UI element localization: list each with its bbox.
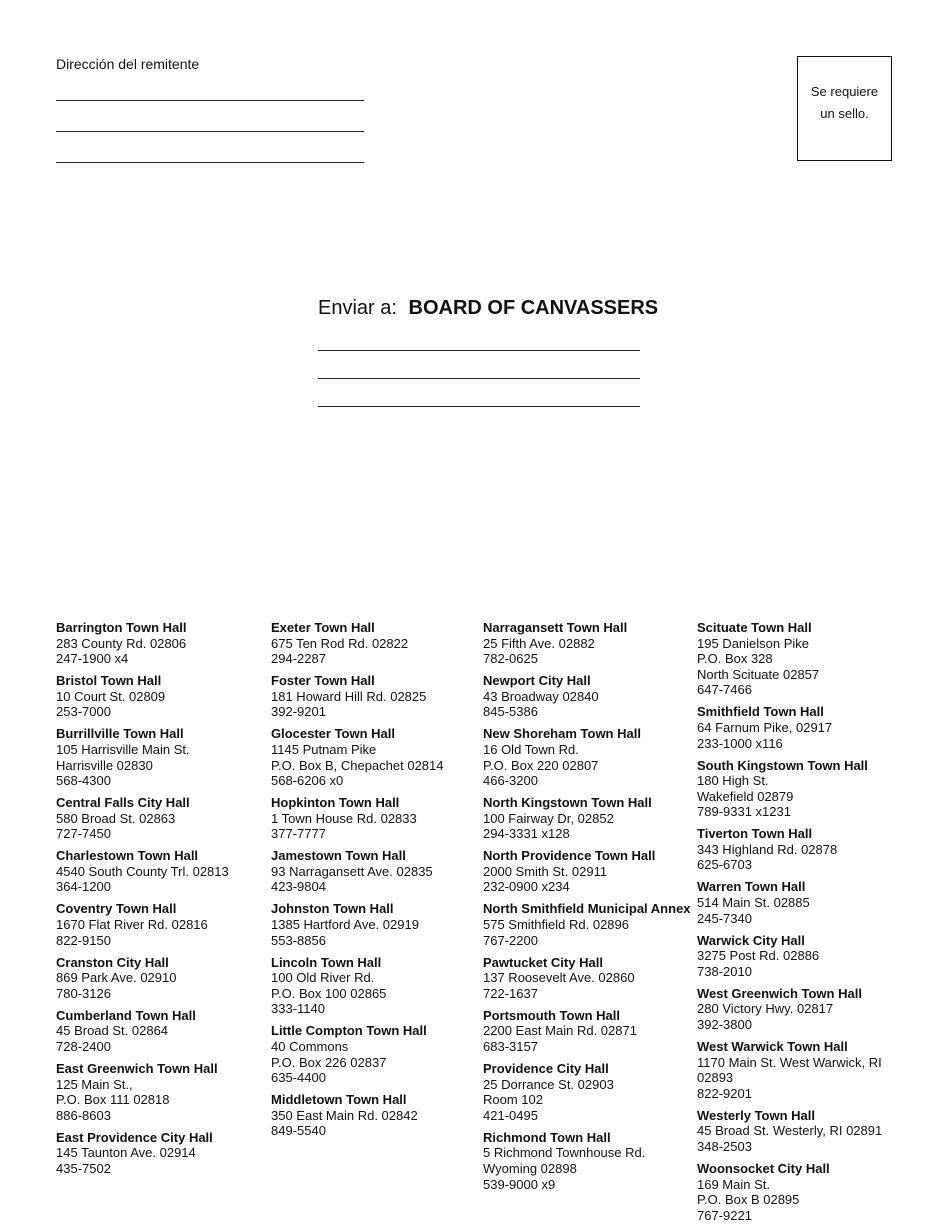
send-to-line-1	[318, 334, 640, 351]
entry-line: 195 Danielson Pike	[697, 635, 810, 651]
entry-line: Wyoming 02898	[483, 1160, 577, 1176]
entry-line: 886-8603	[56, 1107, 111, 1123]
directory-entry	[483, 1008, 691, 1055]
entry-name: Barrington Town Hall	[56, 620, 187, 635]
entry-line: 245-7340	[697, 910, 752, 926]
directory-entry	[271, 848, 477, 895]
entry-name: Jamestown Town Hall	[271, 848, 406, 864]
entry-line: 568-4300	[56, 773, 111, 789]
entry-name: Woonsocket City Hall	[697, 1160, 830, 1176]
entry-line: 822-9150	[56, 932, 111, 948]
return-address-line-2	[56, 114, 364, 132]
directory-entry	[56, 901, 265, 948]
directory-entry	[56, 955, 265, 1002]
entry-name: West Greenwich Town Hall	[697, 985, 862, 1001]
entry-line: 100 Old River Rd.	[271, 970, 375, 986]
entry-line: 64 Farnum Pike, 02917	[697, 719, 833, 735]
entry-line: 789-9331 x1231	[697, 804, 791, 820]
entry-line: 169 Main St.	[697, 1176, 770, 1192]
entry-line: 553-8856	[271, 932, 326, 948]
entry-name: Richmond Town Hall	[483, 1129, 611, 1145]
directory-column-2	[271, 620, 483, 1230]
entry-line: 767-9221	[697, 1207, 752, 1223]
entry-line: P.O. Box 328	[697, 651, 773, 667]
entry-name: Portsmouth Town Hall	[483, 1007, 620, 1023]
directory-entry	[697, 933, 910, 980]
stamp-text-line-1: Se requiere	[810, 84, 879, 99]
entry-line: 5 Richmond Townhouse Rd.	[483, 1145, 646, 1161]
entry-line: 294-3331 x128	[483, 826, 570, 842]
entry-name: Pawtucket City Hall	[483, 954, 603, 970]
entry-line: 105 Harrisville Main St.	[56, 741, 190, 757]
entry-line: 1670 Flat River Rd. 02816	[56, 917, 208, 933]
entry-line: 180 High St.	[697, 773, 769, 789]
directory-entry	[483, 901, 691, 948]
directory-entry	[271, 955, 477, 1017]
directory-entry	[271, 901, 477, 948]
directory-entry	[56, 848, 265, 895]
return-address-block	[56, 56, 366, 176]
entry-line: 145 Taunton Ave. 02914	[56, 1145, 196, 1161]
entry-line: 635-4400	[271, 1070, 326, 1086]
entry-name: Hopkinton Town Hall	[271, 795, 400, 811]
directory-entry	[271, 795, 477, 842]
directory-entry	[271, 726, 477, 788]
entry-line: P.O. Box B, Chepachet 02814	[271, 757, 444, 773]
entry-name: Middletown Town Hall	[271, 1092, 407, 1108]
directory-entry	[271, 1023, 477, 1085]
send-to-heading	[318, 296, 659, 320]
entry-line: 233-1000 x116	[697, 735, 783, 751]
entry-line: 849-5540	[271, 1123, 326, 1139]
entry-line: 392-3800	[697, 1017, 752, 1032]
directory-column-1	[56, 620, 271, 1230]
directory-entry	[56, 1061, 265, 1123]
entry-line: 580 Broad St. 02863	[56, 810, 176, 826]
return-address-line-3	[56, 145, 364, 163]
entry-name: Cumberland Town Hall	[56, 1007, 196, 1023]
entry-line: 377-7777	[271, 826, 326, 842]
entry-line: 1 Town House Rd. 02833	[271, 810, 417, 826]
directory-entry	[483, 673, 691, 720]
directory-entry	[483, 1130, 691, 1192]
entry-name: South Kingstown Town Hall	[697, 757, 868, 773]
entry-line: 247-1900 x4	[56, 651, 129, 667]
entry-line: 25 Fifth Ave. 02882	[483, 635, 595, 651]
entry-line: 125 Main St.,	[56, 1076, 133, 1092]
entry-name: Exeter Town Hall	[271, 620, 375, 635]
directory-entry	[483, 726, 691, 788]
entry-line: 722-1637	[483, 985, 538, 1001]
directory-entry	[56, 1130, 265, 1177]
entry-line: 45 Broad St. Westerly, RI 02891	[697, 1123, 883, 1139]
entry-line: 767-2200	[483, 932, 538, 948]
entry-line: 2200 East Main Rd. 02871	[483, 1023, 637, 1039]
send-to-recipient: BOARD OF CANVASSERS	[408, 297, 659, 319]
entry-name: Charlestown Town Hall	[56, 848, 199, 864]
send-to-address-lines	[318, 334, 648, 407]
entry-name: Burrillville Town Hall	[56, 726, 184, 742]
directory-entry	[483, 795, 691, 842]
directory-entry	[271, 673, 477, 720]
directory-entry	[697, 879, 910, 926]
entry-name: North Smithfield Municipal Annex	[483, 901, 691, 917]
directory-entry	[697, 826, 910, 873]
entry-name: Smithfield Town Hall	[697, 704, 824, 720]
entry-line: 575 Smithfield Rd. 02896	[483, 917, 629, 933]
entry-line: 539-9000 x9	[483, 1176, 556, 1192]
entry-name: Narragansett Town Hall	[483, 620, 628, 635]
directory-entry	[483, 848, 691, 895]
entry-line: 350 East Main Rd. 02842	[271, 1107, 418, 1123]
entry-name: Providence City Hall	[483, 1060, 609, 1076]
directory-entry	[271, 620, 477, 667]
entry-line: 1385 Hartford Ave. 02919	[271, 917, 419, 933]
entry-line: 423-9804	[271, 879, 326, 895]
entry-line: 683-3157	[483, 1038, 538, 1054]
entry-line: 647-7466	[697, 682, 752, 698]
entry-name: Cranston City Hall	[56, 954, 169, 970]
entry-line: 333-1140	[271, 1001, 325, 1017]
entry-name: Central Falls City Hall	[56, 795, 190, 811]
entry-line: P.O. Box 111 02818	[56, 1092, 170, 1108]
entry-line: North Scituate 02857	[697, 666, 820, 682]
entry-name: Warren Town Hall	[697, 879, 806, 895]
entry-line: 45 Broad St. 02864	[56, 1023, 169, 1039]
directory-entry	[483, 1061, 691, 1123]
entry-name: Glocester Town Hall	[271, 726, 396, 742]
entry-line: 16 Old Town Rd.	[483, 741, 579, 757]
directory-entry	[271, 1092, 477, 1139]
entry-line: P.O. Box B 02895	[697, 1192, 800, 1208]
directory-entry	[56, 726, 265, 788]
directory-entry	[697, 620, 910, 698]
entry-line: 10 Court St. 02809	[56, 688, 166, 704]
entry-name: Coventry Town Hall	[56, 901, 177, 917]
entry-name: Bristol Town Hall	[56, 673, 162, 689]
entry-name: West Warwick Town Hall	[697, 1038, 848, 1054]
directory-column-3	[483, 620, 697, 1230]
entry-name: East Providence City Hall	[56, 1129, 213, 1145]
entry-line: 845-5386	[483, 704, 538, 720]
entry-line: 343 Highland Rd. 02878	[697, 841, 838, 857]
entry-line: 25 Dorrance St. 02903	[483, 1076, 614, 1092]
directory-entry	[697, 704, 910, 751]
entry-name: North Providence Town Hall	[483, 848, 656, 864]
entry-name: New Shoreham Town Hall	[483, 726, 641, 742]
entry-line: 232-0900 x234	[483, 879, 570, 895]
stamp-text-line-2: un sello.	[820, 106, 869, 121]
entry-line: P.O. Box 100 02865	[271, 985, 387, 1001]
directory-entry	[56, 673, 265, 720]
entry-line: 280 Victory Hwy. 02817	[697, 1001, 834, 1017]
entry-line: 514 Main St. 02885	[697, 895, 810, 911]
directory-entry	[697, 1161, 910, 1223]
entry-line: 869 Park Ave. 02910	[56, 970, 177, 986]
stamp-box	[797, 56, 892, 161]
town-hall-directory	[56, 620, 916, 1230]
entry-line: P.O. Box 226 02837	[271, 1054, 387, 1070]
entry-line: 466-3200	[483, 773, 538, 789]
entry-line: 2000 Smith St. 02911	[483, 863, 608, 879]
entry-line: Room 102	[483, 1092, 543, 1108]
entry-line: 1145 Putnam Pike	[271, 741, 377, 757]
send-to-line-3	[318, 390, 640, 407]
entry-name: Westerly Town Hall	[697, 1107, 815, 1123]
entry-line: 780-3126	[56, 985, 111, 1001]
entry-name: Warwick City Hall	[697, 932, 805, 948]
entry-name: East Greenwich Town Hall	[56, 1060, 218, 1076]
entry-line: 392-9201	[271, 704, 326, 720]
entry-name: Foster Town Hall	[271, 673, 375, 689]
send-to-line-2	[318, 362, 640, 379]
entry-name: Scituate Town Hall	[697, 620, 812, 635]
entry-line: 728-2400	[56, 1038, 111, 1054]
entry-name: Johnston Town Hall	[271, 901, 394, 917]
entry-line: 364-1200	[56, 879, 111, 895]
entry-line: 137 Roosevelt Ave. 02860	[483, 970, 635, 986]
entry-line: 43 Broadway 02840	[483, 688, 599, 704]
directory-entry	[56, 1008, 265, 1055]
entry-line: Wakefield 02879	[697, 788, 794, 804]
directory-entry	[697, 1039, 910, 1101]
directory-entry	[483, 620, 691, 667]
send-to-prefix: Enviar a:	[318, 297, 397, 319]
entry-line: 727-7450	[56, 826, 111, 842]
entry-line: P.O. Box 220 02807	[483, 757, 599, 773]
entry-line: 253-7000	[56, 704, 111, 720]
entry-line: 100 Fairway Dr, 02852	[483, 810, 614, 826]
entry-line: 348-2503	[697, 1138, 752, 1154]
directory-column-4	[697, 620, 916, 1230]
entry-name: Lincoln Town Hall	[271, 954, 382, 970]
entry-line: 1170 Main St. West Warwick, RI 02893	[697, 1054, 882, 1086]
return-address-label: Dirección del remitente	[56, 56, 200, 72]
entry-line: 40 Commons	[271, 1038, 349, 1054]
entry-name: Newport City Hall	[483, 673, 591, 689]
directory-entry	[483, 955, 691, 1002]
entry-line: 4540 South County Trl. 02813	[56, 863, 229, 879]
entry-line: 782-0625	[483, 651, 538, 667]
directory-entry	[697, 758, 910, 820]
entry-line: 675 Ten Rod Rd. 02822	[271, 635, 409, 651]
return-address-line-1	[56, 83, 364, 101]
entry-line: 283 County Rd. 02806	[56, 635, 187, 651]
entry-line: 435-7502	[56, 1160, 111, 1176]
send-to-block	[318, 296, 659, 418]
entry-name: Little Compton Town Hall	[271, 1023, 427, 1039]
entry-line: 822-9201	[697, 1085, 752, 1101]
entry-line: 93 Narragansett Ave. 02835	[271, 863, 433, 879]
directory-entry	[697, 1108, 910, 1155]
entry-line: 421-0495	[483, 1107, 538, 1123]
entry-line: 738-2010	[697, 963, 752, 979]
directory-entry	[56, 795, 265, 842]
entry-line: 294-2287	[271, 651, 326, 667]
directory-entry	[697, 986, 910, 1033]
entry-line: 625-6703	[697, 857, 752, 873]
entry-line: 3275 Post Rd. 02886	[697, 948, 820, 964]
entry-line: 568-6206 x0	[271, 773, 344, 789]
entry-line: Harrisville 02830	[56, 757, 153, 773]
entry-name: North Kingstown Town Hall	[483, 795, 652, 811]
entry-name: Tiverton Town Hall	[697, 826, 813, 842]
directory-entry	[56, 620, 265, 667]
entry-line: 181 Howard Hill Rd. 02825	[271, 688, 427, 704]
